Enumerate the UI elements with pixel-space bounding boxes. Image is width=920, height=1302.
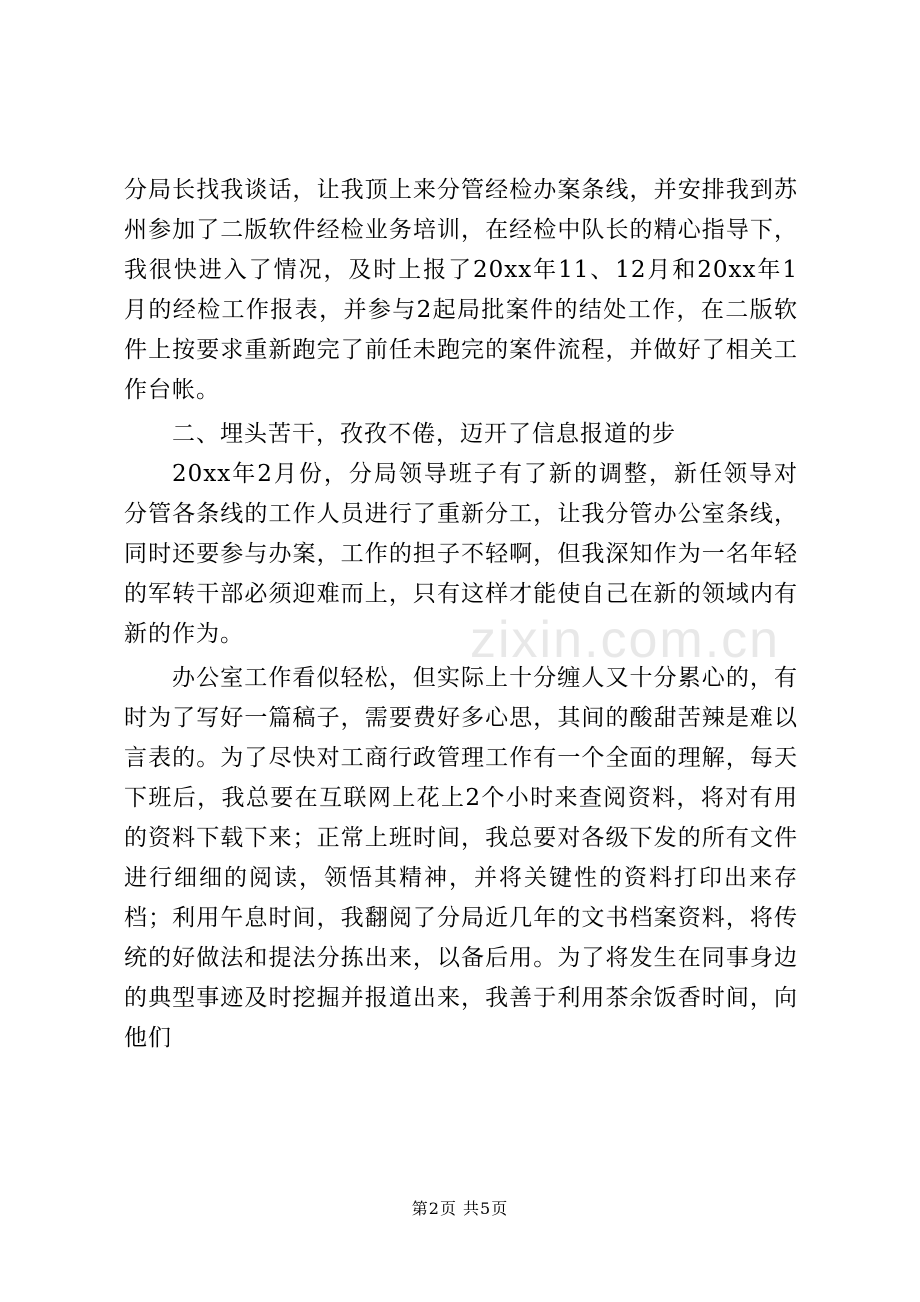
paragraph-3: 办公室工作看似轻松，但实际上十分缠人又十分累心的，有时为了写好一篇稿子，需要费好多心思，其间的酸甜苦辣是难以言表的。为了尽快对工商行政管理工作有一个全面的理解，每天下班后，我总要在互联网上花上2个小时来查阅资料，将对有用的资料下载下来；正常上班时间，我总要对各级下发的所有文件进行细细的阅读，领悟其精神，并将关键性的资料打印出来存档；利用午息时间，我翻阅了分局近几年的文书档案资料，将传统的好做法和提法分拣出来，以备后用。为了将发生在同事身边的典型事迹及时挖掘并报道出来，我善于利用茶余饭香时间，向他们 <box>124 665 798 1051</box>
page-footer: 第2页 共5页 <box>411 1199 509 1218</box>
document-body <box>124 170 798 1058</box>
watermark: zixin.com.cn <box>470 611 781 669</box>
paragraph-1: 分局长找我谈话，让我顶上来分管经检办案条线，并安排我到苏州参加了二版软件经检业务培训，在经检中队长的精心指导下，我很快进入了情况，及时上报了20xx年11、12月和20xx年1月的经检工作报表，并参与2起局批案件的结处工作，在二版软件上按要求重新跑完了前任未跑完的案件流程，并做好了相关工作台帐。 <box>124 177 798 403</box>
paragraph-2: 20xx年2月份，分局领导班子有了新的调整，新任领导对分管各条线的工作人员进行了重新分工，让我分管办公室条线，同时还要参与办案，工作的担子不轻啊，但我深知作为一名年轻的军转干部必须迎难而上，只有这样才能使自己在新的领域内有新的作为。 <box>124 461 798 647</box>
section-heading: 二、埋头苦干，孜孜不倦，迈开了信息报道的步 <box>172 421 676 447</box>
